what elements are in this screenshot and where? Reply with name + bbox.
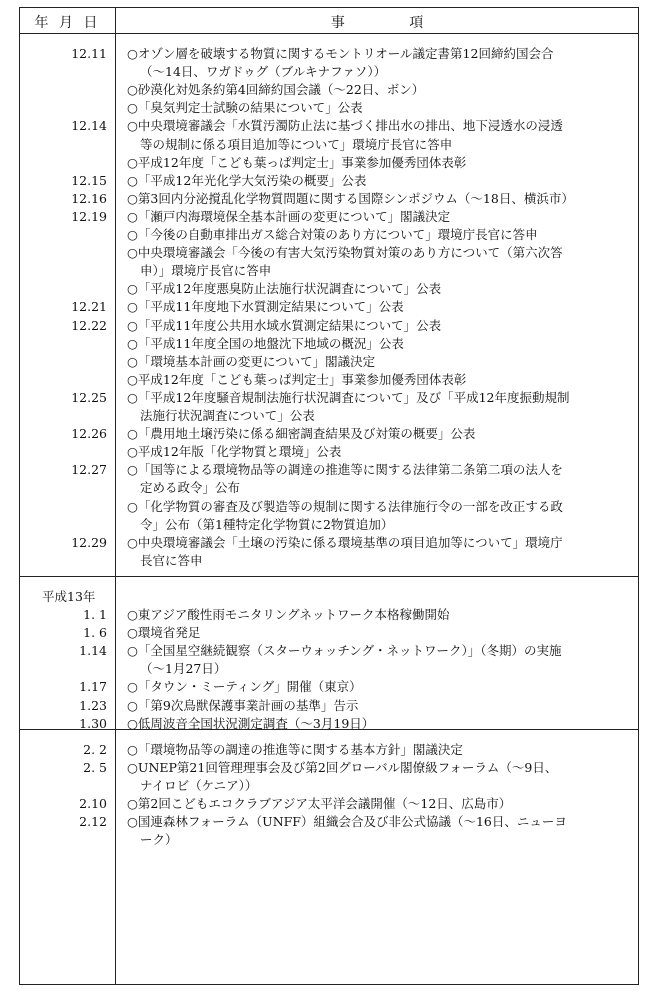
row-event-text: ○第2回こどもエコクラブアジア太平洋会議開催（～12日、広島市） (127, 796, 512, 811)
row-date: 1.14 (79, 643, 107, 659)
row-event-text: ○「平成11年度全国の地盤沈下地域の概況」公表 (127, 335, 404, 351)
row-event-text: ○中央環境審議会「今後の有害大気汚染物質対策のあり方について（第六次答 (127, 245, 563, 261)
row-date: 1.23 (79, 697, 107, 713)
row-event-text: ○「平成11年度公共用水域水質測定結果について」公表 (127, 317, 442, 333)
row-date: 2.10 (79, 796, 107, 811)
row-date: 12.26 (71, 426, 107, 442)
row-event-text-cont: （～14日、ワガドゥグ（ブルキナファソ）） (140, 64, 387, 80)
row-event-text: ○砂漠化対処条約第4回締約国会議（～22日、ボン） (127, 82, 425, 98)
row-event-text-cont: 令」公布（第1種特定化学物質に2物質追加） (140, 516, 394, 532)
row-event-text: ○「今後の自動車排出ガス総合対策のあり方について」環境庁長官に答申 (127, 227, 538, 242)
row-date: 12.27 (71, 462, 107, 478)
row-event-text: ○「農用地土壌汚染に係る細密調査結果及び対策の概要」公表 (127, 426, 476, 442)
row-event-text: ○UNEP第21回管理理事会及び第2回グローバル閣僚級フォーラム（～9日、 (127, 759, 558, 775)
row-event-text: ○平成12年度「こども葉っぱ判定士」事業参加優秀団体表彰 (127, 371, 467, 387)
row-event-text: ○「全国星空継続観察（スターウォッチング・ネットワーク）」（冬期）の実施 (127, 643, 562, 659)
row-event-text-cont: 法施行状況調査について」公表 (140, 408, 315, 423)
row-event-text: ○中央環境審議会「土壌の汚染に係る環境基準の項目追加等について」環境庁 (127, 534, 563, 550)
row-date: 1. 6 (83, 625, 107, 641)
row-event-text: ○「平成12年度騒音規制法施行状況調査について」及び「平成12年度振動規制 (127, 389, 570, 405)
row-date: 1. 1 (83, 607, 107, 622)
row-event-text: ○平成12年度「こども葉っぱ判定士」事業参加優秀団体表彰 (127, 154, 467, 170)
year-label: 平成13年 (42, 588, 96, 604)
row-date: 12.19 (71, 208, 107, 224)
row-date: 12.15 (71, 172, 107, 188)
row-event-text: ○「臭気判定士試験の結果について」公表 (127, 100, 363, 116)
row-event-text-cont: （～1月27日） (140, 661, 227, 677)
row-event-text: ○オゾン層を破壊する物質に関するモントリオール議定書第12回締約国会合 (127, 46, 554, 61)
row-event-text: ○「環境物品等の調達の推進等に関する基本方針」閣議決定 (127, 741, 463, 757)
header-item: 事 項 (330, 15, 424, 31)
row-event-text-cont: 等の規制に係る項目追加等について」環境庁長官に答申 (140, 136, 453, 152)
row-date: 2.12 (79, 814, 107, 830)
row-date: 2. 5 (83, 759, 107, 775)
column-divider (115, 8, 116, 984)
chronology-table (19, 7, 639, 985)
header-date: 年 月 日 (34, 15, 101, 31)
row-event-text: ○第3回内分泌撹乱化学物質問題に関する国際シンポジウム（～18日、横浜市） (127, 190, 574, 206)
row-date: 12.21 (71, 299, 107, 315)
row-date: 1.17 (79, 679, 107, 695)
row-date: 12.16 (71, 190, 107, 206)
row-date: 12.14 (71, 118, 107, 134)
row-event-text: ○平成12年版「化学物質と環境」公表 (127, 444, 342, 460)
row-event-text-cont: ナイロビ（ケニア）） (140, 777, 258, 793)
row-event-text: ○低周波音全国状況測定調査（～3月19日） (127, 715, 375, 731)
row-event-text: ○「化学物質の審査及び製造等の規制に関する法律施行令の一部を改正する政 (127, 498, 563, 514)
row-date: 12.11 (71, 46, 107, 61)
row-date: 12.29 (71, 534, 107, 550)
row-event-text: ○東アジア酸性雨モニタリングネットワーク本格稼働開始 (127, 607, 450, 622)
row-date: 1.30 (79, 715, 107, 731)
row-date: 12.22 (71, 317, 107, 333)
row-date: 12.25 (71, 389, 107, 405)
row-event-text-cont: 定める政令」公布 (140, 480, 241, 496)
row-event-text: ○「環境基本計画の変更について」閣議決定 (127, 353, 376, 369)
row-event-text: ○環境省発足 (127, 625, 201, 641)
row-event-text: ○国連森林フォーラム（UNFF）組織会合及び非公式協議（～16日、ニューヨ (127, 814, 567, 830)
row-event-text-cont: 申）」環境庁長官に答申 (140, 263, 272, 279)
row-event-text: ○中央環境審議会「水質汚濁防止法に基づく排出水の排出、地下浸透水の浸透 (127, 118, 563, 134)
section-separator (20, 729, 638, 730)
row-event-text: ○「第9次鳥獣保護事業計画の基準」告示 (127, 697, 359, 713)
row-event-text: ○「タウン・ミーティング」開催（東京） (127, 679, 362, 695)
row-event-text: ○「平成12年光化学大気汚染の概要」公表 (127, 172, 367, 188)
row-event-text-cont: 長官に答申 (140, 552, 203, 568)
row-event-text-cont: ーク） (140, 832, 178, 848)
table-header (20, 8, 638, 34)
row-event-text: ○「国等による環境物品等の調達の推進等に関する法律第二条第二項の法人を (127, 462, 563, 478)
row-date: 2. 2 (83, 741, 107, 757)
row-event-text: ○「瀬戸内海環境保全基本計画の変更について」閣議決定 (127, 208, 451, 224)
section-separator (20, 576, 638, 577)
row-event-text: ○「平成12年度悪臭防止法施行状況調査について」公表 (127, 281, 442, 297)
row-event-text: ○「平成11年度地下水質測定結果について」公表 (127, 299, 404, 315)
